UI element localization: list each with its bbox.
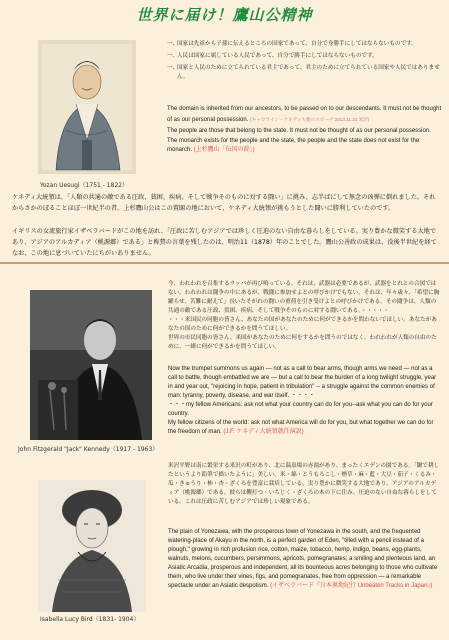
quote-part2: The people are those that belong to the state. It must not be thought of as our personal possession. The monarch exists for the people and the state, the people and the state does not exist for the monarch. bbox=[167, 128, 431, 153]
kennedy-speech-jp bbox=[168, 280, 440, 352]
yozan-portrait-image bbox=[38, 40, 136, 174]
kennedy-en-3: My fellow citizens of the world: ask not what America will do for you, but what together we can do for the freedom of man. bbox=[168, 420, 434, 435]
pledge-item: 一、 人民は国家に属している人民であって、自分で勝手にしてはならないものです。 bbox=[167, 53, 378, 59]
kennedy-en-2: ・・・my fellow Americans: ask not what your country can do for you--ask what you can do for your country. bbox=[168, 402, 433, 417]
kennedy-caption: John Fitzgerald "Jack" Kennedy（1917 - 1963） bbox=[18, 446, 159, 453]
bird-text-en bbox=[168, 528, 440, 591]
pledge-list bbox=[167, 40, 442, 85]
yozan-portrait bbox=[38, 40, 136, 174]
yozan-caption: Yozan Uesugi（1751 - 1822） bbox=[40, 182, 129, 189]
kennedy-en-1: Now the trumpet summons us again — not as a call to bear arms, though arms we need — not as a call to battle, though embattled we are — but a call to bear the burden of a long twilight struggle, year in and year out, "rejoicing in hope, patient in tribulation" -- a struggle against the common enemies of man: tyranny, poverty, disease, and war itself. ・・・・ bbox=[168, 366, 437, 399]
pledge-item: 一、 国家は先祖から子孫に伝えるところの国家であって、自分で身勝手にしてはならないものです。 bbox=[167, 41, 417, 47]
bird-summary: イギリスの女流旅行家イザベラバードがこの地を訪れ、「圧政に苦しむアジアでは珍しく圧迫のない自由な暮らしをしている。実り豊かな微笑する大地であり、アジアのアルカディア（桃源郷）である」と称賛の言葉を残したのは、明治11（1878）年のことでした。鷹山公善政の成果は、没後半世紀を経てなお、この地に息づいていたにちがいありません。 bbox=[12, 228, 437, 257]
kennedy-source: (J.F. ケネディ大統領就任演説) bbox=[223, 429, 304, 435]
quote-part1: The domain is inherited from our ancestors, to be passed on to our descendants. It must not be thought of as our personal possession. bbox=[167, 106, 442, 123]
kennedy-jp-3: 世界の市民同胞の皆さん、米国があなたのために何をするかを問うのではなく、われわれが人類の自由のために、一緒に何ができるかを問うてほしい。 bbox=[168, 335, 437, 350]
bird-text-jp: 米沢平野は南に繁栄する米沢の町があり、北に温泉場の赤湯があり、まったくエデンの園である。「鍬で耕したというより鉛筆で描いたように」美しい。米・綿・とうもろこし・煙草・麻・藍・大豆・茄子・くるみ・瓜・きゅうり・柿・杏・ざくろを豊富に栽培している。実り豊かに微笑する大地であり、アジアのアルカディア（桃源郷）である。彼らは鞭打つ・いちじく・ざくろの木の下に住み、圧迫のない自由な暮らしをしている。これは圧政に苦しむアジアでは珍しい現象である。 bbox=[168, 463, 440, 505]
bird-portrait bbox=[38, 480, 146, 612]
page-title: 世界に届け！鷹山公精神 bbox=[136, 6, 313, 24]
bird-portrait-image bbox=[38, 480, 146, 612]
kennedy-summary: ケネディ大統領は、「人類の共通の敵である圧政、貧困、疾病、そして戦争そのものに対する闘い」に挑み、志半ばにして無念の凶弾に倒れました。それからさかのぼることほぼ一世紀半の昔、上杉鷹山公はこの置賜の地において、ケネディ大統領が挑もうとした闘いに勝利していたのです。 bbox=[12, 194, 436, 212]
kennedy-photo-image bbox=[30, 290, 152, 440]
bird-source: (イザベラバード『日本奥地紀行 Unbeaten Tracks in Japan』) bbox=[270, 583, 433, 589]
kennedy-speech-en bbox=[168, 365, 440, 437]
english-quote bbox=[167, 105, 442, 156]
section-divider bbox=[0, 262, 449, 264]
quote-source2: (上杉鷹山「伝国の辞」) bbox=[193, 147, 255, 153]
quote-source1: (キャロライン・ケネディ大使のスピーチ 2013.11.21 米沢) bbox=[250, 116, 370, 122]
kennedy-photo bbox=[30, 290, 152, 440]
bird-en: The plain of Yonezawa, with the prosperous town of Yonezawa in the south, and the frequented watering-place of Akayu in the north, is a perfect garden of Eden, "tilled with a pencil instead of a plough," growing in rich profusion rice, cotton, maize, tobacco, hemp, indigo, beans, egg-plants, walnuts, melons, cucumbers, persimmons, apricots, pomegranates; a smiling and plenteous land, an Asiatic Arcadia, prosperous and independent, all its bounteous acres belonging to those who cultivate them, who live under their vines, figs, and pomegranates, free from oppression — a remarkable spectacle under an Asiatic despotism. bbox=[168, 529, 438, 589]
bird-caption: Isabella Lucy Bird（1831- 1904） bbox=[40, 616, 140, 623]
kennedy-jp-2: ・・・米国民の同胞の皆さん、あなたの国があなたのために何ができるかを問わないでほしい。あなたがあなたの国のために何ができるかを問うてほしい。 bbox=[168, 317, 437, 332]
kennedy-jp-1: 今、われわれを召集するラッパが再び鳴っている。それは、武器は必要であるが、武器をとれとの合図ではない。われわれは闘争の中にあるが、戦闘に参加せよとの呼びかけでもない。それは、年々歳々、「希望に胸躍らせ、苦難に耐えて」長いたそがれの闘いの重荷を引き受けよとの呼びかけである。その闘争は、人類の共通の敵である圧政、貧困、疾病、そして戦争そのものに対する闘いである。・・・・・ bbox=[168, 281, 440, 314]
pledge-item: 一、 国家と人民のために立てられている君主であって、君主のために立てられている国家や人民ではありません。 bbox=[167, 65, 440, 80]
